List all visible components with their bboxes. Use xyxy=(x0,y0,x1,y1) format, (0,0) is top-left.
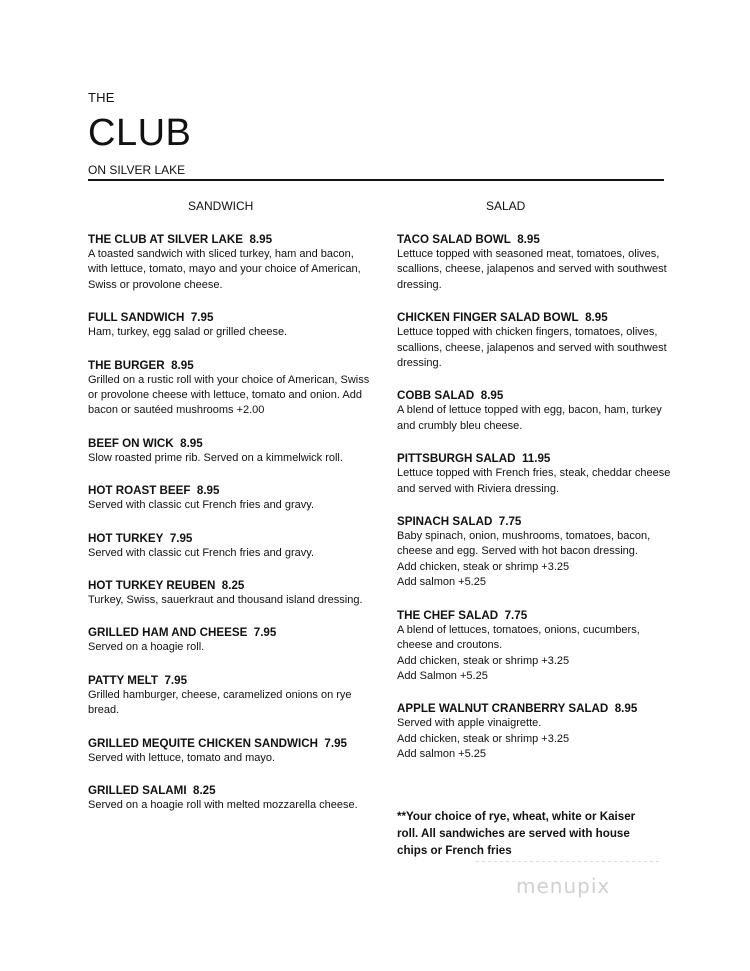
item-price: 8.95 xyxy=(180,436,203,450)
item-description: Slow roasted prime rib. Served on a kimmelwick roll. xyxy=(88,451,343,464)
title-club: CLUB xyxy=(88,112,192,154)
item-name: GRILLED HAM AND CHEESE xyxy=(88,626,248,640)
menu-item xyxy=(397,701,677,762)
item-name: GRILLED SALAMI xyxy=(88,784,187,798)
menu-item xyxy=(397,608,677,685)
item-title xyxy=(88,358,373,373)
item-price: 7.75 xyxy=(498,515,522,529)
item-description: A blend of lettuce topped with egg, bacon, ham, turkey and crumbly bleu cheese. xyxy=(397,404,662,432)
item-title xyxy=(88,531,373,546)
item-name: BEEF ON WICK xyxy=(88,436,174,450)
item-price: 8.95 xyxy=(249,233,273,246)
title-the: THE xyxy=(88,90,115,105)
item-name: THE CLUB AT SILVER LAKE xyxy=(88,233,244,246)
item-name: FULL SANDWICH xyxy=(88,311,185,325)
item-title xyxy=(88,736,373,751)
item-name: GRILLED MEQUITE CHICKEN SANDWICH xyxy=(88,736,318,750)
item-addon: Add chicken, steak or shrimp +3.25 xyxy=(397,560,570,573)
menu-header xyxy=(88,90,191,177)
menu-item xyxy=(88,531,373,561)
item-price: 7.95 xyxy=(253,626,277,640)
item-price: 8.95 xyxy=(517,233,540,246)
item-title xyxy=(88,232,373,247)
item-title xyxy=(397,232,677,247)
item-description: Lettuce topped with seasoned meat, tomatoes, olives, scallions, cheese, jalapenos and served with southwest dressing. xyxy=(397,248,667,291)
item-title xyxy=(397,451,677,466)
item-description: Ham, turkey, egg salad or grilled cheese. xyxy=(88,326,288,339)
item-price: 8.95 xyxy=(480,389,504,403)
item-title xyxy=(88,310,373,325)
item-title xyxy=(397,701,677,716)
item-name: HOT TURKEY xyxy=(88,531,164,545)
menu-item xyxy=(88,673,373,719)
menu-item xyxy=(397,310,677,371)
item-price: 11.95 xyxy=(521,452,551,466)
item-addon: Add salmon +5.25 xyxy=(397,748,486,761)
header-divider xyxy=(88,179,664,181)
item-name: PATTY MELT xyxy=(88,673,158,687)
item-description: Lettuce topped with chicken fingers, tomatoes, olives, scallions, cheese, jalapenos and served with southwest dressing. xyxy=(397,326,667,370)
menu-item xyxy=(397,451,677,497)
item-description: Lettuce topped with French fries, steak, cheddar cheese and served with Riviera dressing. xyxy=(397,467,671,495)
item-price: 8.95 xyxy=(614,702,638,716)
item-name: APPLE WALNUT CRANBERRY SALAD xyxy=(397,702,609,716)
menu-item xyxy=(88,625,373,655)
menu-item xyxy=(397,514,677,591)
item-name: THE CHEF SALAD xyxy=(397,608,499,622)
item-title xyxy=(397,608,677,623)
salad-column-heading: SALAD xyxy=(486,199,526,213)
item-price: 7.95 xyxy=(324,736,347,750)
salad-list xyxy=(397,232,677,763)
menu-item xyxy=(88,783,373,813)
item-price: 8.95 xyxy=(585,311,608,325)
item-name: HOT TURKEY REUBEN xyxy=(88,579,216,593)
menu-item xyxy=(88,436,373,466)
menu-item xyxy=(88,232,373,293)
watermark-divider xyxy=(476,861,662,862)
item-description: Grilled hamburger, cheese, caramelized onions on rye bread. xyxy=(88,688,352,717)
item-price: 7.95 xyxy=(169,531,193,545)
item-title xyxy=(88,625,373,640)
item-description: A toasted sandwich with sliced turkey, ham and bacon, with lettuce, tomato, mayo and your choice of American, Swiss or provolone cheese. xyxy=(88,248,361,291)
item-name: THE BURGER xyxy=(88,358,165,372)
item-title xyxy=(88,578,373,593)
title-subtitle: ON SILVER LAKE xyxy=(88,163,186,177)
item-name: HOT ROAST BEEF xyxy=(88,484,191,498)
item-price: 8.25 xyxy=(193,784,216,798)
item-name: COBB SALAD xyxy=(397,389,475,403)
menu-item xyxy=(88,483,373,513)
item-addon: Add chicken, steak or shrimp +3.25 xyxy=(397,732,570,745)
item-price: 8.25 xyxy=(221,579,245,593)
item-price: 8.95 xyxy=(171,358,194,372)
menu-item xyxy=(88,310,373,340)
menu-item xyxy=(88,736,373,766)
item-title xyxy=(88,436,373,451)
item-title xyxy=(88,673,373,688)
item-price: 8.95 xyxy=(196,484,220,498)
menupix-watermark: menupix xyxy=(516,874,611,898)
item-description: Baby spinach, onion, mushrooms, tomatoes, bacon, cheese and egg. Served with hot bacon dressing. xyxy=(397,530,651,558)
sandwich-list xyxy=(88,232,373,814)
item-description: Turkey, Swiss, sauerkraut and thousand island dressing. xyxy=(88,594,363,607)
item-title xyxy=(88,483,373,498)
item-addon: Add Salmon +5.25 xyxy=(397,669,488,682)
item-price: 7.95 xyxy=(164,673,188,687)
menu-item xyxy=(88,578,373,608)
item-title xyxy=(397,310,677,325)
item-description: Served with apple vinaigrette. xyxy=(397,717,542,730)
item-description: Served with lettuce, tomato and mayo. xyxy=(88,751,276,764)
item-description: Served on a hoagie roll. xyxy=(88,641,205,654)
item-name: CHICKEN FINGER SALAD BOWL xyxy=(397,311,579,325)
item-description: Grilled on a rustic roll with your choice of American, Swiss or provolone cheese with lettuce, tomato and onion. Add bacon or sautéed mushrooms +2.00 xyxy=(88,373,370,417)
item-description: Served with classic cut French fries and gravy. xyxy=(88,499,314,512)
item-name: TACO SALAD BOWL xyxy=(397,233,511,246)
item-addon: Add salmon +5.25 xyxy=(397,576,486,589)
sandwich-column-heading: SANDWICH xyxy=(188,199,254,213)
item-description: Served on a hoagie roll with melted mozzarella cheese. xyxy=(88,799,358,812)
menu-item xyxy=(397,388,677,434)
item-title xyxy=(397,388,677,403)
menu-item xyxy=(88,358,373,419)
item-description: Served with classic cut French fries and gravy. xyxy=(88,546,314,559)
menu-item xyxy=(397,232,677,293)
item-description: A blend of lettuces, tomatoes, onions, cucumbers, cheese and croutons. xyxy=(397,623,640,652)
item-price: 7.75 xyxy=(504,608,528,622)
item-price: 7.95 xyxy=(190,311,214,325)
item-name: SPINACH SALAD xyxy=(397,515,493,529)
item-title xyxy=(397,514,677,529)
item-addon: Add chicken, steak or shrimp +3.25 xyxy=(397,654,570,667)
bread-choice-note: **Your choice of rye, wheat, white or Kaiser roll. All sandwiches are served with house chips or French fries xyxy=(397,810,636,857)
item-name: PITTSBURGH SALAD xyxy=(397,452,516,466)
item-title xyxy=(88,783,373,798)
